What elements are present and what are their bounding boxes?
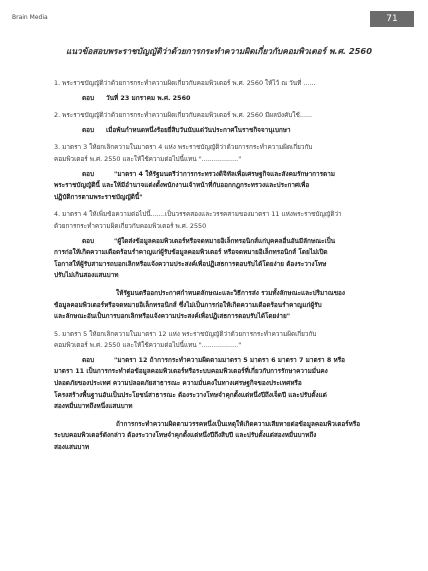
document-body (54, 44, 384, 460)
answer-line: สองหมื่นบาทถึงหนึ่งแสนบาท (54, 402, 133, 411)
page-header (0, 0, 428, 30)
answer-line: พระราชบัญญัตินี้ และให้มีอำนาจแต่งตั้งพนักงานเจ้าหน้าที่กับออกกฎกระทรวงและประกาศเพื่อ (54, 181, 310, 190)
answer-label: ตอบ (82, 236, 95, 245)
answer-line: โอกาสให้ผู้รับสามารถบอกเลิกหรือแจ้งความประสงค์เพื่อปฏิเสธการตอบรับได้โดยง่าย ต้องระวางโทษ (54, 259, 327, 268)
question-line: 5. มาตรา 5 ให้ยกเลิกความในมาตรา 12 แห่ง พระราชบัญญัติว่าด้วยการกระทำความผิดเกี่ยวกับ (54, 329, 317, 338)
answer-line: โครงสร้างพื้นฐานอันเป็นประโยชน์สาธารณะ ต้องระวางโทษจำคุกตั้งแต่หนึ่งปีถึงเจ็ดปี และปรับตั้งแต่ (54, 390, 327, 399)
question-line: 3. มาตรา 3 ให้ยกเลิกความในมาตรา 4 แห่ง พระราชบัญญัติว่าด้วยการกระทำความผิดเกี่ยวกับ (54, 143, 313, 152)
question-line: คอมพิวเตอร์ พ.ศ. 2550 และให้ใช้ความต่อไปนี้แทน ".................." (54, 154, 242, 163)
answer-text: วันที่ 23 มกราคม พ.ศ. 2560 (106, 93, 191, 102)
question-line: คอมพิวเตอร์ พ.ศ. 2550 และให้ใช้ความต่อไปนี้แทน ".................." (54, 341, 242, 350)
page-number: 71 (370, 11, 414, 27)
question-line: ด้วยการกระทำความผิดเกี่ยวกับคอมพิวเตอร์ พ.ศ. 2550 (54, 221, 207, 230)
answer-paragraph-line: และลักษณะอันเป็นการบอกเลิกหรือแจ้งความประสงค์เพื่อปฏิเสธการตอบรับได้โดยง่าย" (54, 312, 291, 321)
answer-paragraph-line: ถ้าการกระทำความผิดตามวรรคหนึ่งเป็นเหตุให้เกิดความเสียหายต่อข้อมูลคอมพิวเตอร์หรือ (116, 419, 361, 428)
question-line: 4. มาตรา 4 ให้เพิ่มข้อความต่อไปนี้.......เป็นวรรคสองและวรรคสามของมาตรา 11 แห่งพระราชบัญญัติว่า (54, 210, 342, 219)
answer (54, 125, 384, 137)
document-title: แนวข้อสอบพระราชบัญญัติว่าด้วยการกระทำความผิดเกี่ยวกับคอมพิวเตอร์ พ.ศ. 2560 (66, 46, 372, 56)
question-list (54, 78, 384, 460)
answer-line (54, 236, 384, 248)
answer-label: ตอบ (82, 169, 95, 178)
question-text: 2. พระราชบัญญัติว่าด้วยการกระทำความผิดเกี่ยวกับคอมพิวเตอร์ พ.ศ. 2560 มีผลบังคับใช้...... (54, 111, 313, 120)
answer-text: "ผู้ใดส่งข้อมูลคอมพิวเตอร์หรือจดหมายอิเล็กทรอนิกส์แก่บุคคลอื่นอันมีลักษณะเป็น (114, 236, 336, 245)
answer-text: "มาตรา 4 ให้รัฐมนตรีว่าการกระทรวงดิจิทัลเพื่อเศรษฐกิจและสังคมรักษาการตาม (114, 169, 336, 178)
question-text: 1. พระราชบัญญัติว่าด้วยการกระทำความผิดเกี่ยวกับคอมพิวเตอร์ พ.ศ. 2560 ให้ไว้ ณ วันที่ ...... (54, 79, 316, 87)
answer-label: ตอบ (82, 355, 95, 364)
answer-line: ปฏิบัติการตามพระราชบัญญัตินี้" (54, 192, 143, 201)
answer (54, 93, 384, 105)
answer-paragraph-line: สองแสนบาท (54, 443, 90, 452)
answer-line: การก่อให้เกิดความเดือดร้อนรำคาญแก่ผู้รับข้อมูลคอมพิวเตอร์ หรือจดหมายอิเล็กทรอนิกส์ โดยไม่เปิด (54, 248, 328, 257)
answer-line (54, 355, 384, 367)
answer-paragraph-line: ระบบคอมพิวเตอร์ดังกล่าว ต้องระวางโทษจำคุกตั้งแต่หนึ่งปีถึงสิบปี และปรับตั้งแต่สองหมื่นบาทถึง (54, 431, 317, 440)
answer-line: ปลอดภัยของประเทศ ความปลอดภัยสาธารณะ ความมั่นคงในทางเศรษฐกิจของประเทศหรือ (54, 379, 302, 388)
answer-label: ตอบ (82, 125, 95, 134)
answer-text: "มาตรา 12 ถ้าการกระทำความผิดตามมาตรา 5 มาตรา 6 มาตรา 7 มาตรา 8 หรือ (114, 355, 345, 364)
answer-line (54, 169, 384, 181)
answer-paragraph-line: ให้รัฐมนตรีออกประกาศกำหนดลักษณะและวิธีการส่ง รวมทั้งลักษณะและปริมาณของ (116, 288, 346, 297)
answer-paragraph-line: ข้อมูลคอมพิวเตอร์หรือจดหมายอิเล็กทรอนิกส์ ซึ่งไม่เป็นการก่อให้เกิดความเดือดร้อนรำคาญแก่ผู้รับ (54, 300, 322, 309)
answer-text: เมื่อพ้นกำหนดหนึ่งร้อยยี่สิบวันนับแต่วันประกาศในราชกิจจานุเบกษา (106, 125, 291, 134)
answer-label: ตอบ (82, 93, 95, 102)
answer-line: ปรับไม่เกินสองแสนบาท (54, 271, 119, 280)
brand-name: Brain Media (12, 14, 48, 21)
answer-line: มาตรา 11 เป็นการกระทำต่อข้อมูลคอมพิวเตอร์หรือระบบคอมพิวเตอร์ที่เกี่ยวกับการรักษาความมั่นคง (54, 367, 328, 376)
